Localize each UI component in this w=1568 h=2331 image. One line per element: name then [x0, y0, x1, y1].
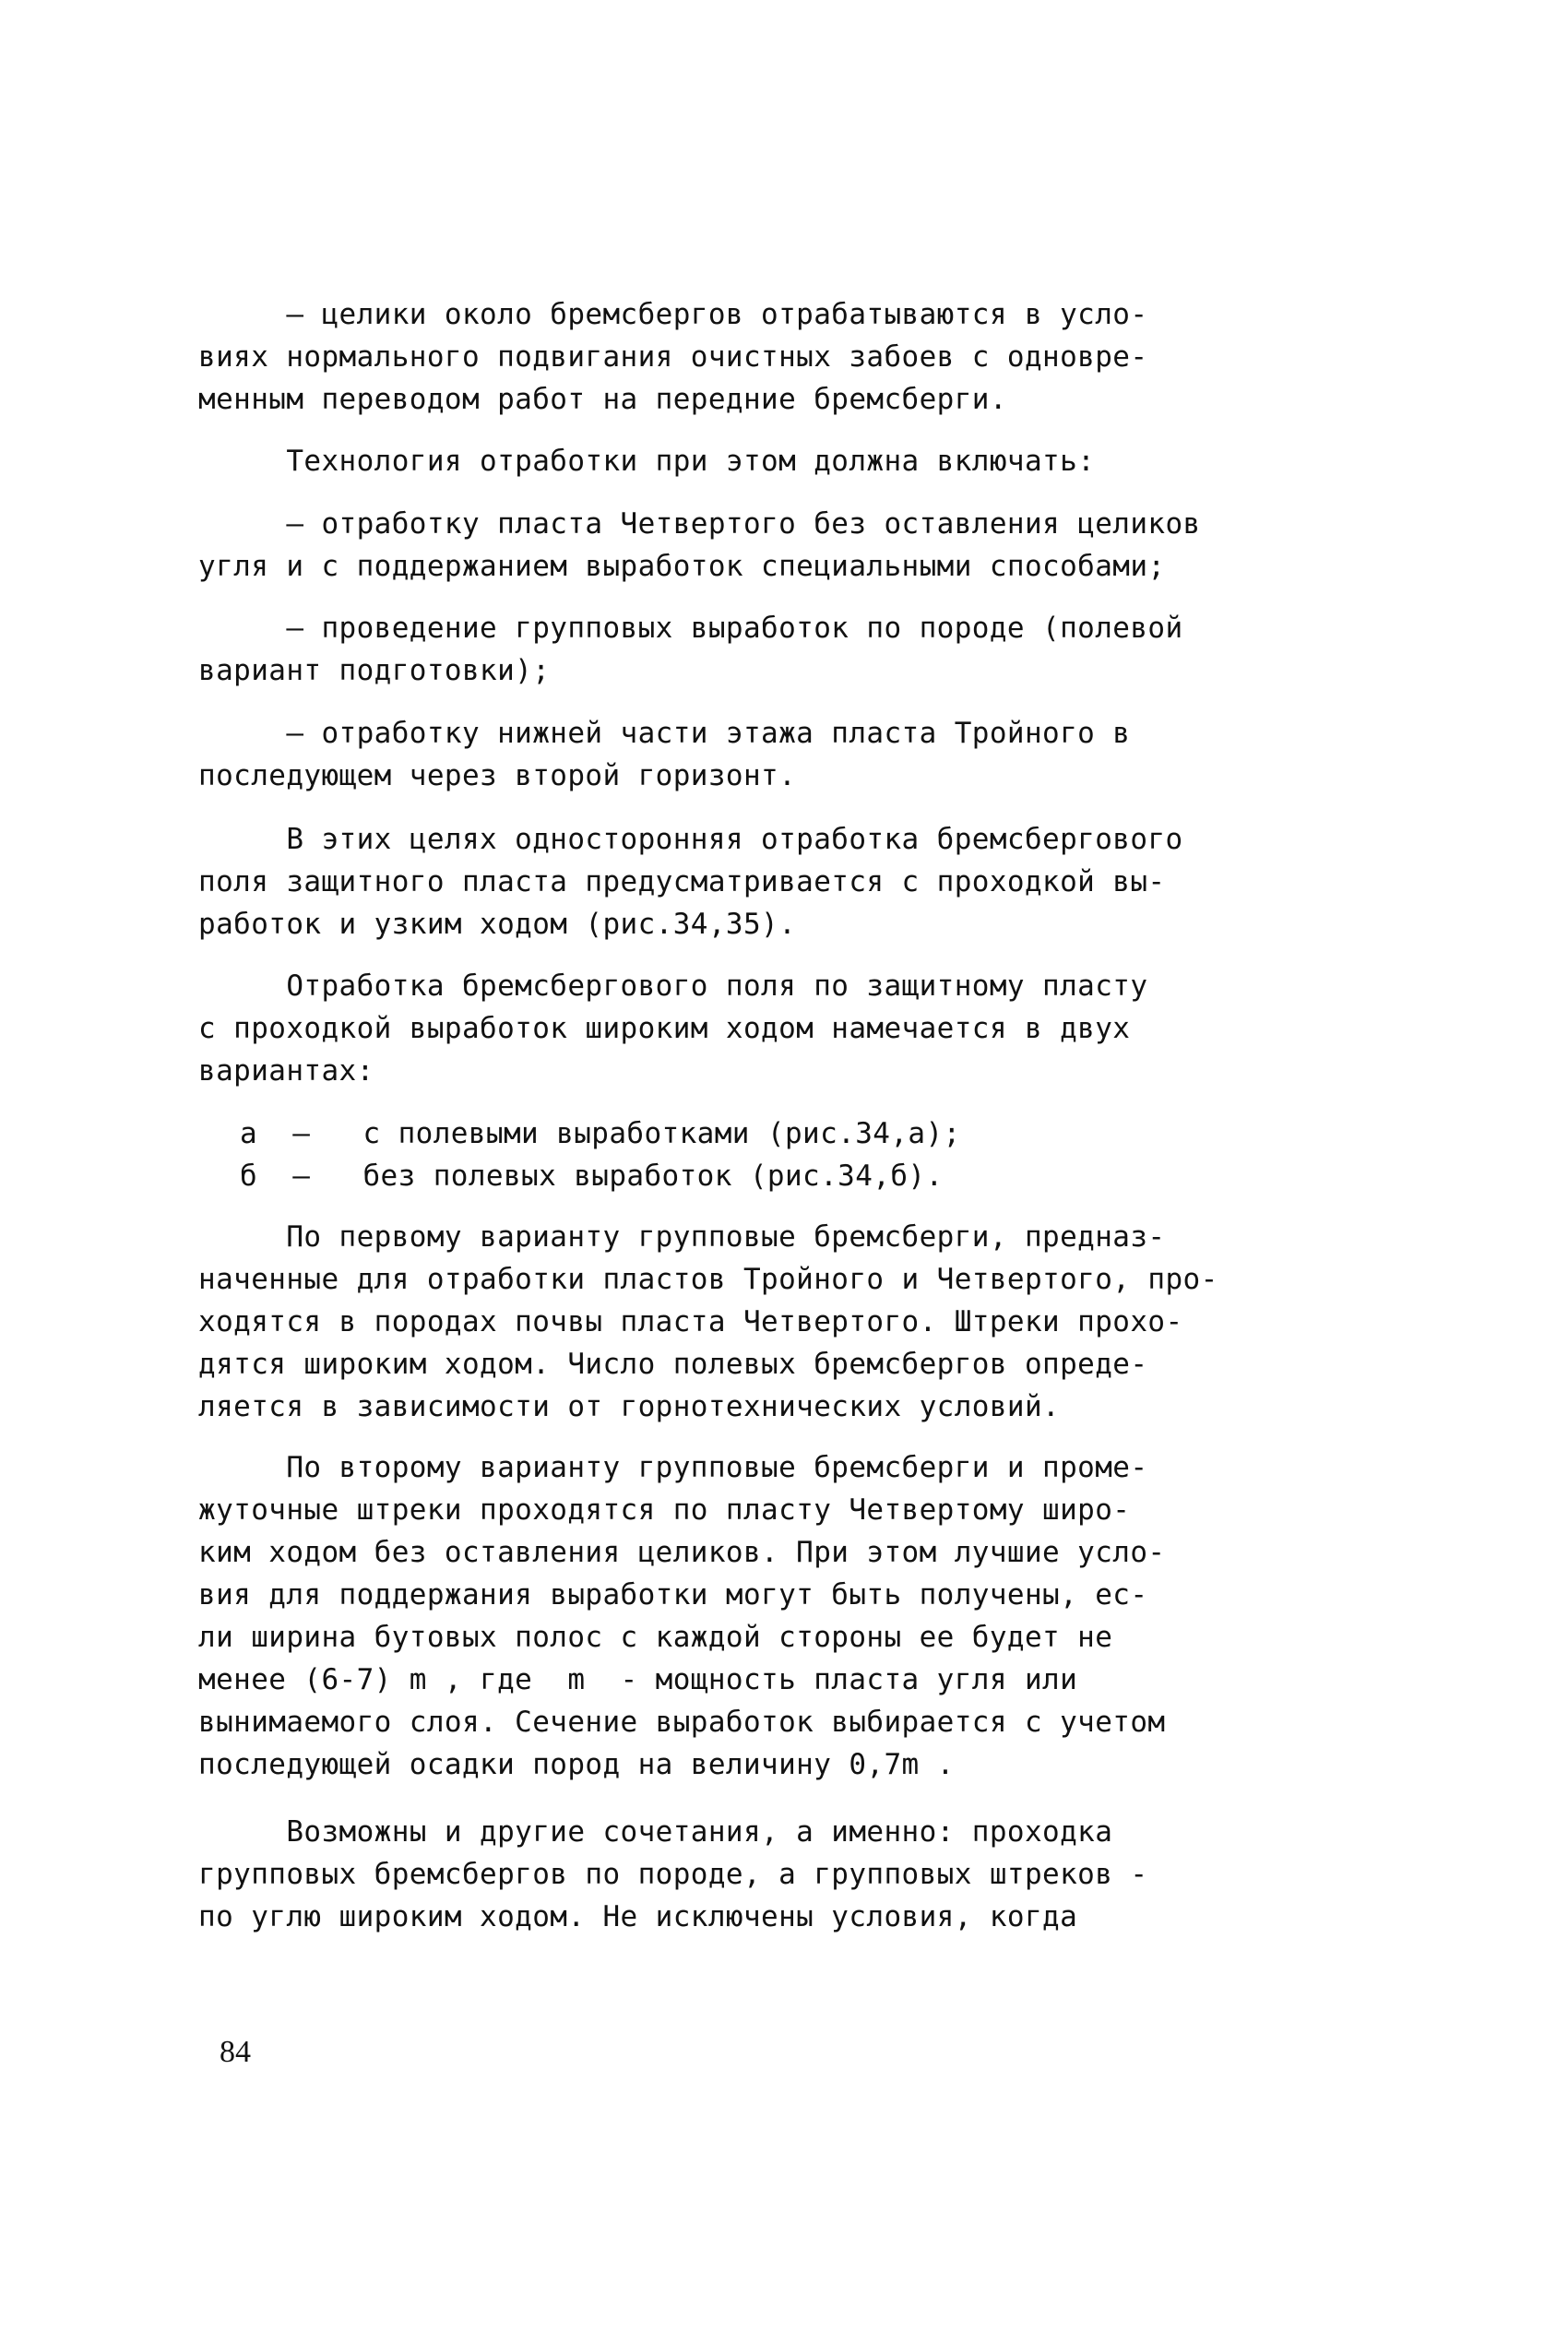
paragraph-2 — [198, 440, 1397, 482]
text-line: – отработку нижней части этажа пласта Тройного в — [198, 717, 1131, 750]
paragraph-8 — [198, 1216, 1397, 1428]
paragraph-4 — [198, 607, 1397, 692]
text-line: – проведение групповых выработок по породе (полевой — [198, 612, 1183, 645]
text-line: Отработка бремсбергового поля по защитному пласту — [198, 969, 1148, 1003]
text-line: – отработку пласта Четвертого без оставления целиков — [198, 507, 1201, 541]
paragraph-7 — [198, 965, 1397, 1092]
text-line: виях нормального подвигания очистных забоев с одновре- — [198, 340, 1148, 374]
text-line: В этих целях односторонняя отработка бремсбергового — [198, 823, 1183, 856]
text-line: По первому варианту групповые бремсберги, предназ- — [198, 1220, 1166, 1254]
text-line: вынимаемого слоя. Сечение выработок выбирается с учетом — [198, 1706, 1166, 1739]
paragraph-3 — [198, 503, 1397, 588]
text-line: последующем через второй горизонт. — [198, 759, 797, 792]
text-line: Технология отработки при этом должна включать: — [198, 445, 1096, 478]
page-number: 84 — [220, 2035, 251, 2069]
text-line: вия для поддержания выработки могут быть получены, ес- — [198, 1578, 1148, 1611]
text-line: вариантах: — [198, 1054, 374, 1088]
text-line: последующей осадки пород на величину 0,7m . — [198, 1748, 955, 1781]
text-line: Возможны и другие сочетания, а именно: проходка — [198, 1815, 1113, 1849]
paragraph-5 — [198, 712, 1397, 797]
text-line: поля защитного пласта предусматривается с проходкой вы- — [198, 865, 1166, 898]
text-line: жуточные штреки проходятся по пласту Четвертому широ- — [198, 1493, 1131, 1527]
text-line: наченные для отработки пластов Тройного и Четвертого, про- — [198, 1263, 1218, 1296]
text-line: ляется в зависимости от горнотехнических условий. — [198, 1390, 1061, 1423]
text-line: менее (6-7) m , где m - мощность пласта угля или — [198, 1663, 1078, 1696]
text-line: По второму варианту групповые бремсберги и проме- — [198, 1451, 1148, 1484]
text-line: ким ходом без оставления целиков. При этом лучшие усло- — [198, 1536, 1166, 1569]
text-line: – целики около бремсбергов отрабатываются в усло- — [198, 298, 1148, 331]
paragraph-10 — [198, 1811, 1397, 1938]
text-line: менным переводом работ на передние бремсберги. — [198, 383, 1007, 416]
text-line: работок и узким ходом (рис.34,35). — [198, 908, 797, 941]
paragraph-6 — [198, 818, 1397, 945]
paragraph-9 — [198, 1446, 1397, 1786]
text-line: угля и с поддержанием выработок специальными способами; — [198, 550, 1166, 583]
text-line: ли ширина бутовых полос с каждой стороны ее будет не — [198, 1621, 1113, 1654]
text-line: с проходкой выработок широким ходом намечается в двух — [198, 1012, 1131, 1045]
text-line: вариант подготовки); — [198, 654, 551, 687]
text-line: дятся широким ходом. Число полевых бремсбергов опреде- — [198, 1348, 1148, 1381]
text-line: по углю широким ходом. Не исключены условия, когда — [198, 1900, 1078, 1933]
list-item-b: б – без полевых выработок (рис.34,б). — [240, 1160, 944, 1193]
list-item-a: а – с полевыми выработками (рис.34,а); — [240, 1117, 961, 1150]
text-line: ходятся в породах почвы пласта Четвертого. Штреки прохо- — [198, 1305, 1183, 1338]
paragraph-1 — [198, 293, 1397, 421]
text-line: групповых бремсбергов по породе, а групповых штреков - — [198, 1858, 1148, 1891]
